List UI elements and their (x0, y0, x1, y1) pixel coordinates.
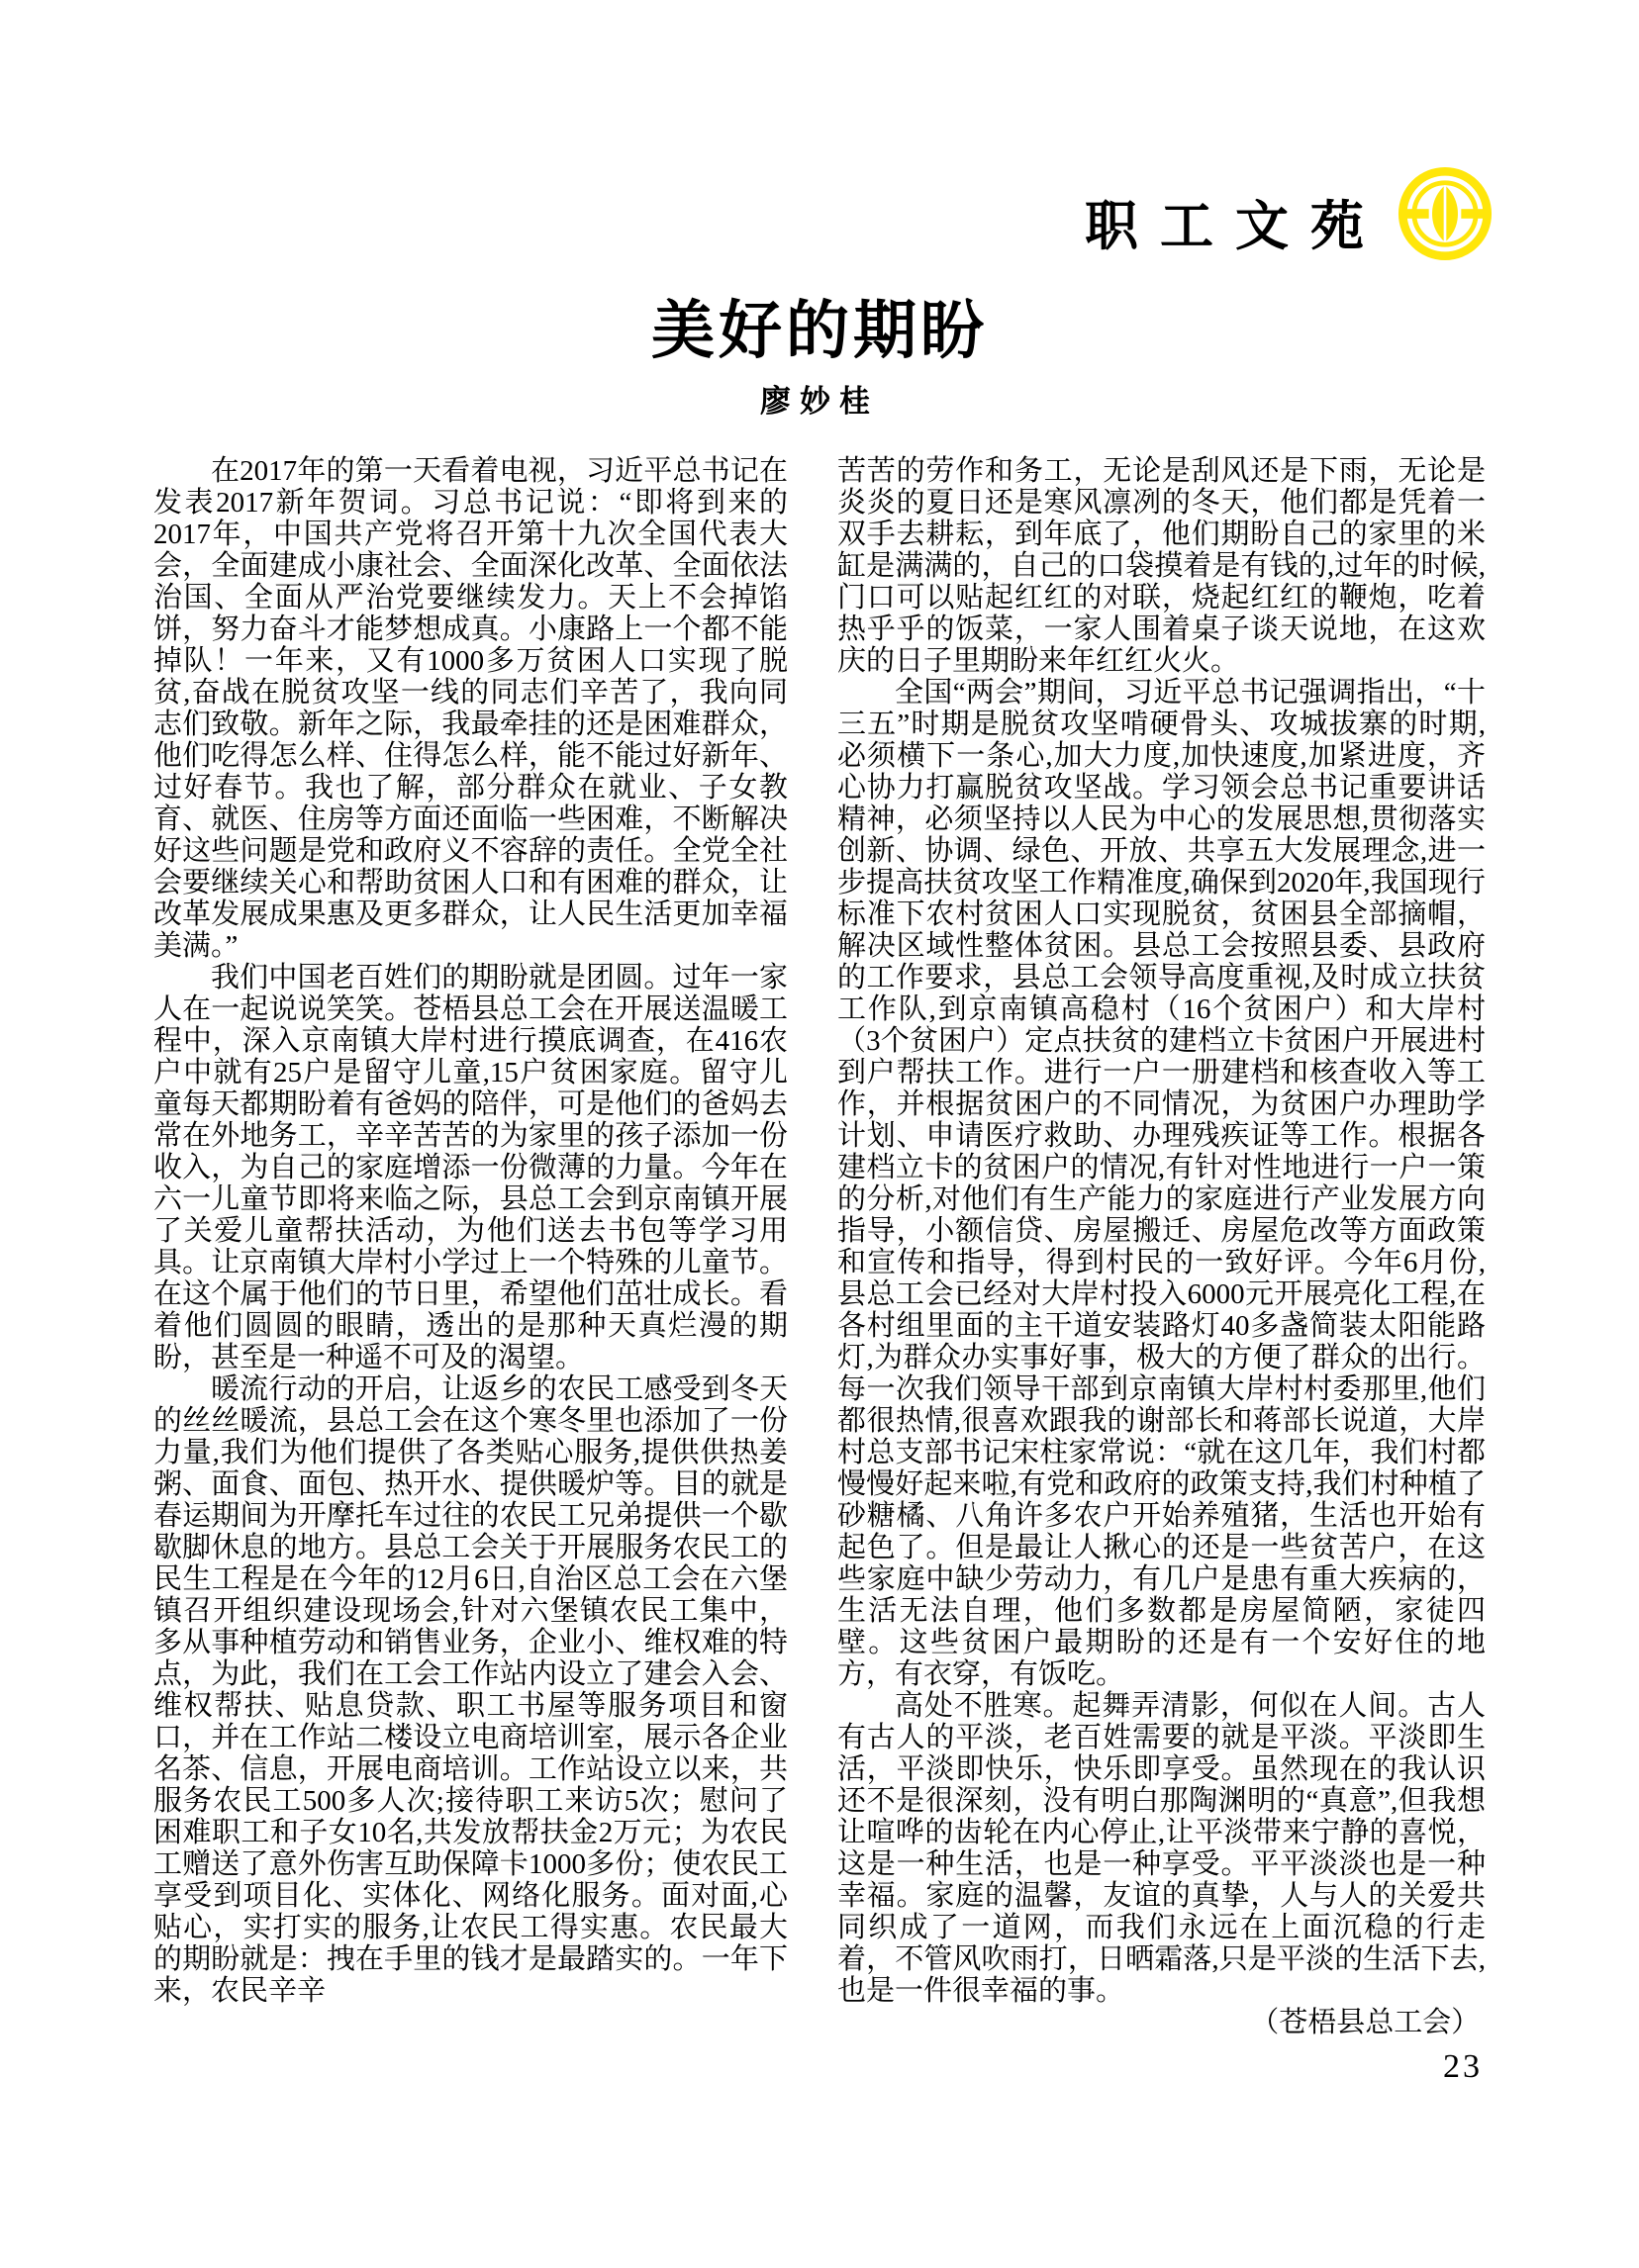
trade-union-emblem-icon (1398, 166, 1493, 261)
paragraph-5: 高处不胜寒。起舞弄清影，何似在人间。古人有古人的平淡，老百姓需要的就是平淡。平淡即生活，平淡即快乐，快乐即享受。虽然现在的我认识还不是很深刻，没有明白那陶渊明的“真意”,但我想让喧哗的齿轮在内心停止,让平淡带来宁静的喜悦，这是一种生活，也是一种享受。平平淡淡也是一种幸福。家庭的温馨，友谊的真挚，人与人的关爱共同织成了一道网，而我们永远在上面沉稳的行走着，不管风吹雨打，日晒霜落,只是平淡的生活下去,也是一件很幸福的事。 (837, 1690, 1486, 2007)
paragraph-2: 我们中国老百姓们的期盼就是团圆。过年一家人在一起说说笑笑。苍梧县总工会在开展送温暖工程中，深入京南镇大岸村进行摸底调查，在416农户中就有25户是留守儿童,15户贫困家庭。留守儿童每天都期盼着有爸妈的陪伴，可是他们的爸妈去常在外地务工，辛辛苦苦的为家里的孩子添加一份收入，为自己的家庭增添一份微薄的力量。今年在六一儿童节即将来临之际，县总工会到京南镇开展了关爱儿童帮扶活动，为他们送去书包等学习用具。让京南镇大岸村小学过上一个特殊的儿童节。在这个属于他们的节日里，希望他们茁壮成长。看着他们圆圆的眼睛，透出的是那种天真烂漫的期盼，甚至是一种遥不可及的渴望。 (153, 962, 788, 1373)
title-block (153, 297, 1486, 421)
section-header (1085, 166, 1493, 261)
section-title: 职工文苑 (1085, 197, 1386, 256)
article-author: 廖妙桂 (760, 384, 879, 420)
page-number: 23 (1443, 2048, 1483, 2085)
paragraph-3: 暖流行动的开启，让返乡的农民工感受到冬天的丝丝暖流，县总工会在这个寒冬里也添加了一份力量,我们为他们提供了各类贴心服务,提供供热姜粥、面食、面包、热开水、提供暖炉等。目的就是春运期间为开摩托车过往的农民工兄弟提供一个歇歇脚休息的地方。县总工会关于开展服务农民工的民生工程是在今年的12月6日,自治区总工会在六堡镇召开组织建设现场会,针对六堡镇农民工集中，多从事种植劳动和销售业务，企业小、维权难的特点，为此，我们在工会工作站内设立了建会入会、维权帮扶、贴息贷款、职工书屋等服务项目和窗口，并在工作站二楼设立电商培训室，展示各企业名茶、信息，开展电商培训。工作站设立以来，共服务农民工500多人次;接待职工来访5次；慰问了困难职工和子女10名,共发放帮扶金2万元；为农民工赠送了意外伤害互助保障卡1000多份；使农民工享受到项目化、实体化、网络化服务。面对面,心贴心，实打实的服务,让农民工得实惠。农民最大的期盼就是：拽在手里的钱才是最踏实的。一年下来，农民辛辛 (153, 1373, 788, 2007)
article-title: 美好的期盼 (651, 296, 988, 366)
signature: （苍梧县总工会） (1250, 2007, 1481, 2038)
column-right (837, 455, 1486, 2038)
paragraph-1: 在2017年的第一天看着电视，习近平总书记在发表2017新年贺词。习总书记说：“即将到来的2017年，中国共产党将召开第十九次全国代表大会，全面建成小康社会、全面深化改革、全面依法治国、全面从严治党要继续发力。天上不会掉馅饼，努力奋斗才能梦想成真。小康路上一个都不能掉队！一年来，又有1000多万贫困人口实现了脱贫,奋战在脱贫攻坚一线的同志们辛苦了，我向同志们致敬。新年之际，我最牵挂的还是困难群众，他们吃得怎么样、住得怎么样，能不能过好新年、过好春节。我也了解，部分群众在就业、子女教育、就医、住房等方面还面临一些困难，不断解决好这些问题是党和政府义不容辞的责任。全党全社会要继续关心和帮助贫困人口和有困难的群众，让改革发展成果惠及更多群众，让人民生活更加幸福美满。” (153, 455, 788, 962)
column-left (153, 455, 788, 2038)
emblem-center-slit (1444, 185, 1447, 242)
article-body (153, 455, 1486, 2038)
emblem-right-bar (1461, 209, 1486, 219)
paragraph-3-continued: 苦苦的劳作和务工，无论是刮风还是下雨，无论是炎炎的夏日还是寒风凛冽的冬天，他们都是凭着一双手去耕耘，到年底了，他们期盼自己的家里的米缸是满满的，自己的口袋摸着是有钱的,过年的时候,门口可以贴起红红的对联，烧起红红的鞭炮，吃着热乎乎的饭菜，一家人围着桌子谈天说地，在这欢庆的日子里期盼来年红红火火。 (837, 455, 1486, 677)
emblem-left-bar (1404, 209, 1429, 219)
paragraph-4: 全国“两会”期间，习近平总书记强调指出，“十三五”时期是脱贫攻坚啃硬骨头、攻城拔寨的时期,必须横下一条心,加大力度,加快速度,加紧进度，齐心协力打赢脱贫攻坚战。学习领会总书记重要讲话精神，必须坚持以人民为中心的发展思想,贯彻落实创新、协调、绿色、开放、共享五大发展理念,进一步提高扶贫攻坚工作精准度,确保到2020年,我国现行标准下农村贫困人口实现脱贫，贫困县全部摘帽，解决区域性整体贫困。县总工会按照县委、县政府的工作要求，县总工会领导高度重视,及时成立扶贫工作队,到京南镇高稳村（16个贫困户）和大岸村（3个贫困户）定点扶贫的建档立卡贫困户开展进村到户帮扶工作。进行一户一册建档和核查收入等工作，并根据贫困户的不同情况，为贫困户办理助学计划、申请医疗救助、办理残疾证等工作。根据各建档立卡的贫困户的情况,有针对性地进行一户一策的分析,对他们有生产能力的家庭进行产业发展方向指导，小额信贷、房屋搬迁、房屋危改等方面政策和宣传和指导，得到村民的一致好评。今年6月份,县总工会已经对大岸村投入6000元开展亮化工程,在各村组里面的主干道安装路灯40多盏简装太阳能路灯,为群众办实事好事，极大的方便了群众的出行。每一次我们领导干部到京南镇大岸村村委那里,他们都很热情,很喜欢跟我的谢部长和蒋部长说道，大岸村总支部书记宋柱家常说：“就在这几年，我们村都慢慢好起来啦,有党和政府的政策支持,我们村种植了砂糖橘、八角许多农户开始养殖猪，生活也开始有起色了。但是最让人揪心的还是一些贫苦户，在这些家庭中缺少劳动力，有几户是患有重大疾病的，生活无法自理，他们多数都是房屋简陋，家徒四壁。这些贫困户最期盼的还是有一个安好住的地方，有衣穿，有饭吃。 (837, 677, 1486, 1690)
